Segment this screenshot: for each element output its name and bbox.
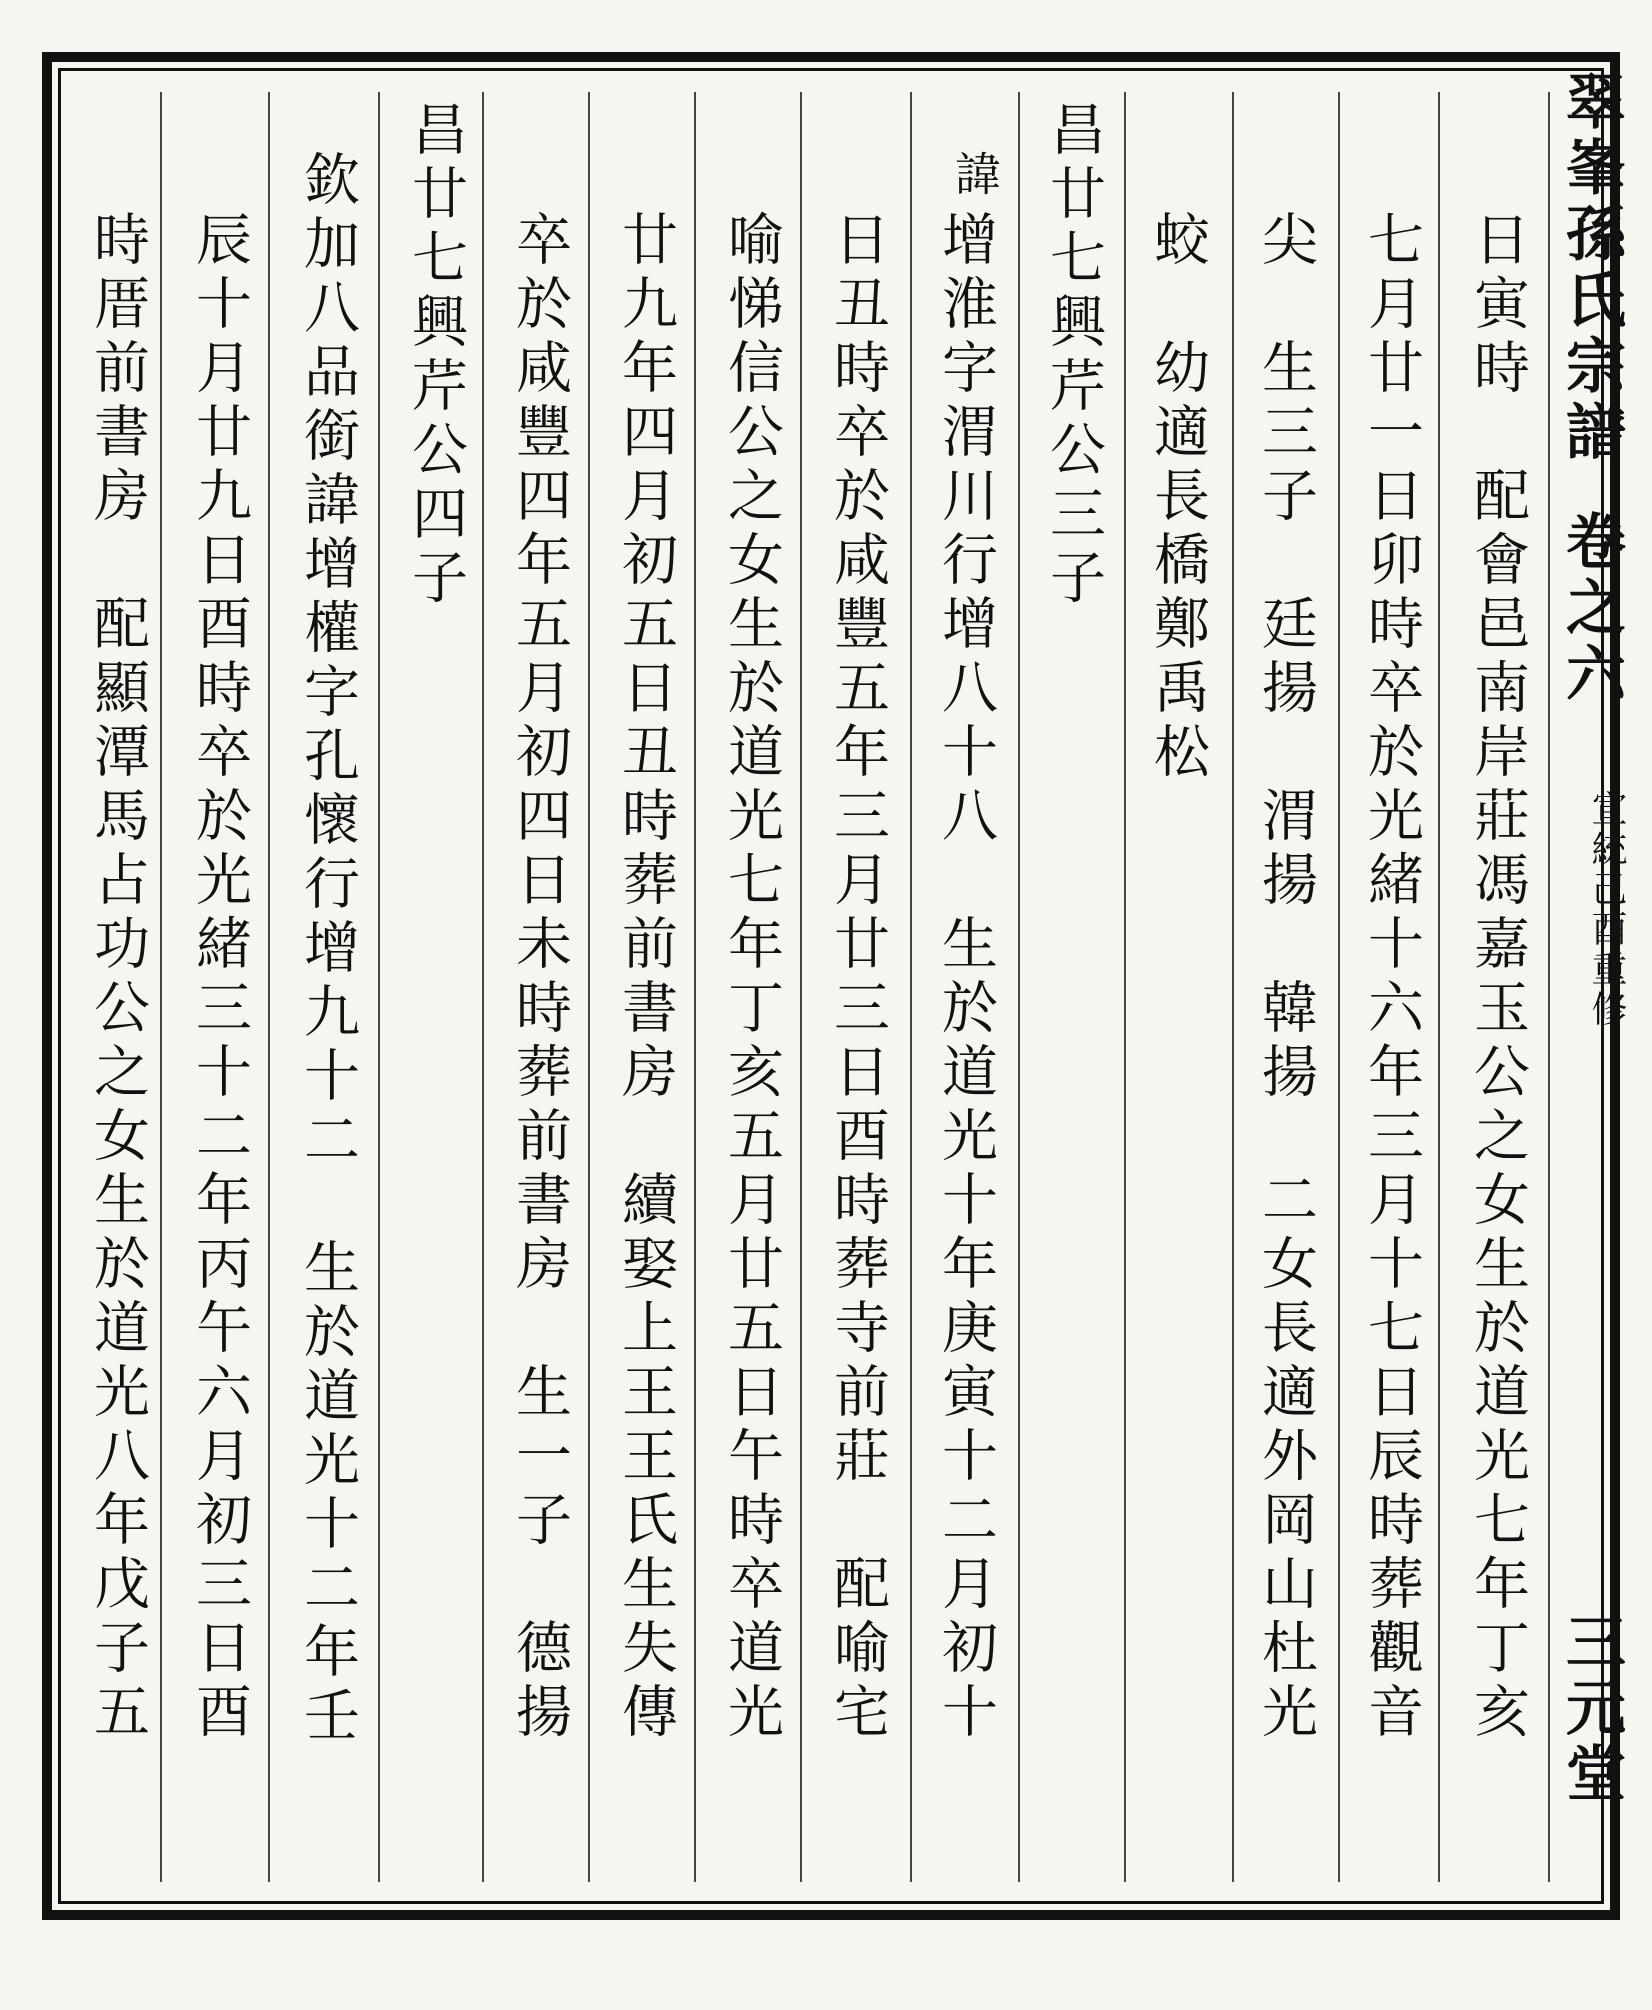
column-rule [482, 92, 484, 1882]
heading-column-2: 昌廿七興芹公四子 [403, 100, 468, 612]
book-title: 翠峯孫氏宗譜 [1556, 70, 1626, 466]
text-column-4: 蛟 幼適長橋鄭禹松 [1145, 210, 1210, 786]
column-rule [588, 92, 590, 1882]
text-column-3: 尖 生三子 廷揚 渭揚 韓揚 二女長適外岡山杜光 [1253, 210, 1318, 1746]
text-column-5: 增淮字渭川行增八十八 生於道光十年庚寅十二月初十 [933, 210, 998, 1746]
column-rule [1338, 92, 1340, 1882]
text-column-7: 喻悌信公之女生於道光七年丁亥五月廿五日午時卒道光 [719, 210, 784, 1746]
column-rule [378, 92, 380, 1882]
text-column-9: 卒於咸豐四年五月初四日未時葬前書房 生一子 德揚 [507, 210, 572, 1746]
text-column-10: 欽加八品銜諱增權字孔懷行增九十二 生於道光十二年壬 [295, 150, 360, 1750]
volume-label: 卷之六 [1556, 510, 1626, 708]
column-rule [1124, 92, 1126, 1882]
text-column-11: 辰十月廿九日酉時卒於光緒三十二年丙午六月初三日酉 [187, 210, 252, 1746]
heading-column-1: 昌廿七興芹公三子 [1041, 100, 1106, 612]
column-rule [800, 92, 802, 1882]
text-column-8: 廿九年四月初五日丑時葬前書房 續娶上王王氏生失傳 [613, 210, 678, 1746]
column-rule [910, 92, 912, 1882]
column-rule [1438, 92, 1440, 1882]
column-rule [268, 92, 270, 1882]
text-column-2: 七月廿一日卯時卒於光緒十六年三月十七日辰時葬觀音 [1359, 210, 1424, 1746]
text-column-12: 時厝前書房 配顯潭馬占功公之女生於道光八年戊子五 [85, 210, 150, 1746]
column-rule [1548, 92, 1550, 1882]
hall-name: 三元堂 [1556, 1610, 1626, 1808]
column-rule [1232, 92, 1234, 1882]
text-column-taboo-mark: 諱 [948, 150, 1002, 204]
edition-label: 宣統己酉重修 [1586, 790, 1627, 1030]
column-rule [694, 92, 696, 1882]
text-column-1: 日寅時 配會邑南岸莊馮嘉玉公之女生於道光七年丁亥 [1465, 210, 1530, 1746]
text-column-6: 日丑時卒於咸豐五年三月廿三日酉時葬寺前莊 配喻宅 [825, 210, 890, 1746]
